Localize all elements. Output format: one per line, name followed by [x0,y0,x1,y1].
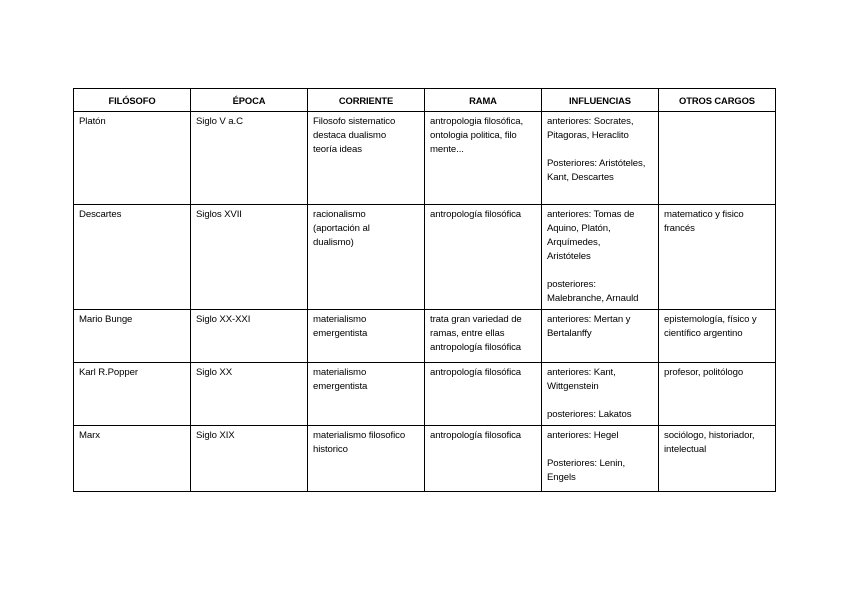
philosopher-name: Marx [79,430,100,441]
current-cell [308,363,425,426]
current-line: emergentista [313,328,368,339]
influences-cell [542,310,659,363]
current-cell [308,112,425,205]
branch-line: antropología filosófica [430,342,522,353]
influence-before-line: anteriores: Socrates, [547,116,634,127]
header-cell: INFLUENCIAS [542,89,659,112]
epoch-text: Siglo XX [196,367,232,378]
philosopher-name: Mario Bunge [79,314,133,325]
philosopher-name: Descartes [79,209,122,220]
current-cell [308,205,425,310]
current-line: teoría ideas [313,144,362,155]
current-line: racionalismo [313,209,366,220]
philosopher-cell [74,363,191,426]
influence-after-line: Posteriores: Lenin, [547,458,626,469]
branch-cell [425,310,542,363]
current-cell [308,426,425,492]
influence-before-line: Aquino, Platón, [547,223,611,234]
influences-cell [542,205,659,310]
current-line: materialismo [313,367,367,378]
current-line: historico [313,444,348,455]
table-row [74,363,776,426]
epoch-text: Siglo XX-XXI [196,314,251,325]
other-roles-cell [659,363,776,426]
branch-line: ontologia politica, filo [430,130,517,141]
header-cell: FILÓSOFO [74,89,191,112]
influence-before-line: anteriores: Tomas de [547,209,635,220]
epoch-cell [191,112,308,205]
branch-cell [425,426,542,492]
epoch-cell [191,426,308,492]
other-roles-cell [659,205,776,310]
current-cell [308,310,425,363]
epoch-text: Siglo V a.C [196,116,243,127]
influence-before-line: anteriores: Hegel [547,430,619,441]
epoch-text: Siglos XVII [196,209,242,220]
branch-line: trata gran variedad de [430,314,522,325]
branch-line: antropología filosófica [430,209,522,220]
current-line: emergentista [313,381,368,392]
epoch-cell [191,205,308,310]
current-line: destaca dualismo [313,130,387,141]
branch-line: antropología filosofica [430,430,522,441]
influence-before-line: Arquímedes, [547,237,601,248]
branch-cell [425,363,542,426]
influence-before-line: Aristóteles [547,251,591,262]
influence-before-line: Pitagoras, Heraclito [547,130,629,141]
other-role-line: matematico y fisico [664,209,744,220]
table-row [74,205,776,310]
influence-after-line: posteriores: [547,279,596,290]
current-line: dualismo) [313,237,354,248]
branch-line: ramas, entre ellas [430,328,505,339]
table-row [74,112,776,205]
header-cell: OTROS CARGOS [659,89,776,112]
branch-line: mente... [430,144,464,155]
branch-cell [425,112,542,205]
influences-cell [542,426,659,492]
influence-before-line: anteriores: Mertan y [547,314,631,325]
other-roles-cell [659,310,776,363]
other-role-line: francés [664,223,695,234]
current-line: Filosofo sistematico [313,116,396,127]
table-row [74,310,776,363]
other-role-line: científico argentino [664,328,743,339]
other-role-line: intelectual [664,444,707,455]
header-cell: ÉPOCA [191,89,308,112]
spacer [547,143,654,157]
spacer [547,394,654,408]
philosopher-cell [74,205,191,310]
philosopher-name: Karl R.Popper [79,367,138,378]
branch-line: antropología filosófica [430,367,522,378]
other-role-line: profesor, politólogo [664,367,744,378]
current-line: (aportación al [313,223,370,234]
epoch-text: Siglo XIX [196,430,235,441]
branch-cell [425,205,542,310]
spacer [547,443,654,457]
influences-cell [542,112,659,205]
current-line: materialismo [313,314,367,325]
influence-after-line: Engels [547,472,576,483]
spacer [547,264,654,278]
philosopher-cell [74,426,191,492]
current-line: materialismo filosofico [313,430,406,441]
philosopher-cell [74,112,191,205]
philosopher-name: Platón [79,116,106,127]
branch-line: antropologia filosófica, [430,116,524,127]
influence-before-line: anteriores: Kant, [547,367,616,378]
influence-after-line: Malebranche, Arnauld [547,293,639,304]
header-row [74,89,776,112]
other-role-line: sociólogo, historiador, [664,430,755,441]
influence-before-line: Wittgenstein [547,381,599,392]
header-cell: CORRIENTE [308,89,425,112]
table-row [74,426,776,492]
philosophers-table [73,88,776,492]
influence-after-line: posteriores: Lakatos [547,409,632,420]
influence-after-line: Kant, Descartes [547,172,614,183]
philosopher-cell [74,310,191,363]
influence-before-line: Bertalanffy [547,328,592,339]
other-roles-cell [659,426,776,492]
other-role-line: epistemología, físico y [664,314,757,325]
influences-cell [542,363,659,426]
influence-after-line: Posteriores: Aristóteles, [547,158,646,169]
epoch-cell [191,363,308,426]
other-roles-cell [659,112,776,205]
header-cell: RAMA [425,89,542,112]
epoch-cell [191,310,308,363]
